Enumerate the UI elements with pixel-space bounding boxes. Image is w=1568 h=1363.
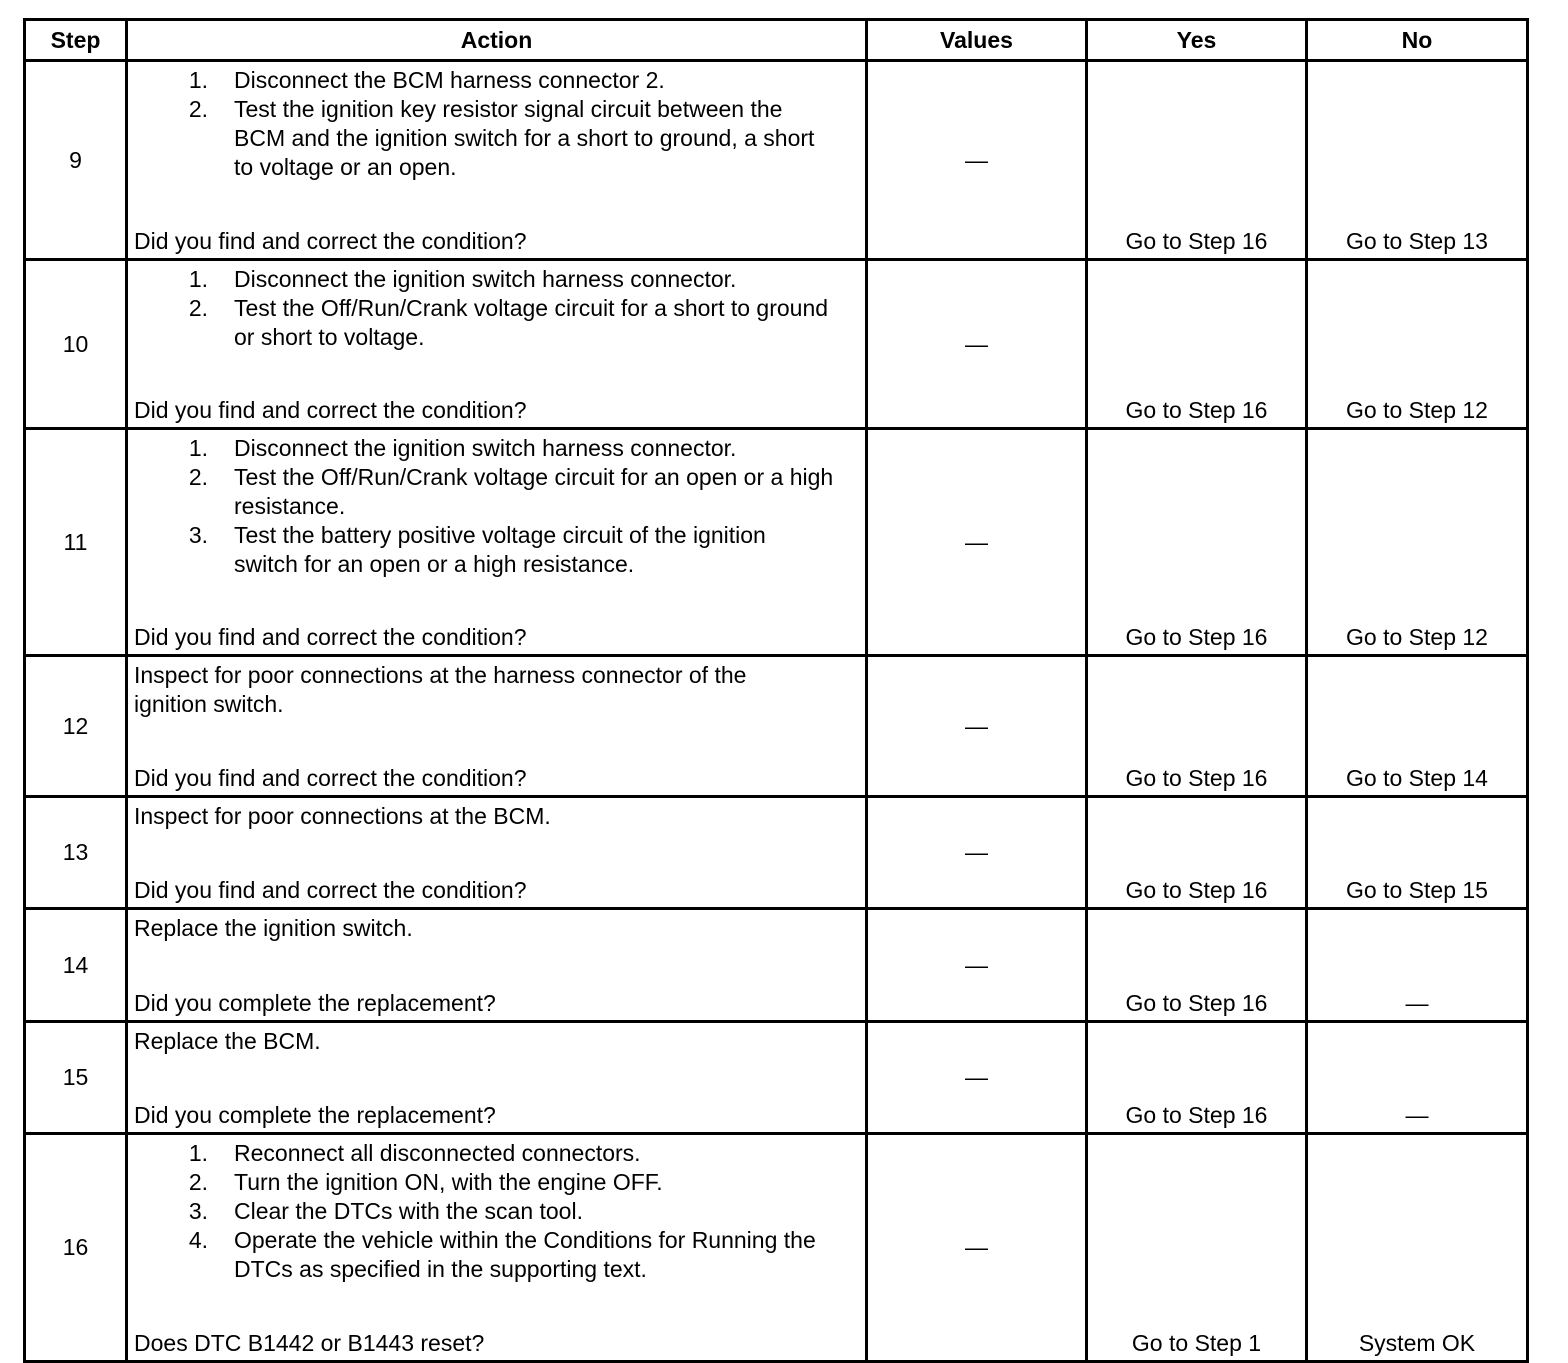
yes-cell: Go to Step 16 xyxy=(1087,1022,1307,1134)
values-cell: — xyxy=(867,1134,1087,1362)
header-yes: Yes xyxy=(1087,20,1307,61)
list-item-text: Operate the vehicle within the Conditions for Running the DTCs as specified in the supporting text. xyxy=(234,1227,816,1282)
step-number: 10 xyxy=(25,260,127,429)
diagnostic-table xyxy=(23,18,1529,1363)
list-item xyxy=(134,1139,859,1168)
list-item-number: 1. xyxy=(188,435,208,461)
action-content xyxy=(128,430,865,654)
table-row xyxy=(25,1022,1528,1134)
action-content xyxy=(128,798,865,907)
list-item xyxy=(134,521,859,579)
table-row xyxy=(25,1134,1528,1362)
table-row xyxy=(25,260,1528,429)
action-intro: Inspect for poor connections at the BCM. xyxy=(134,803,551,829)
list-item-number: 1. xyxy=(188,266,208,292)
list-item-number: 2. xyxy=(188,1169,208,1195)
list-item-text: Test the ignition key resistor signal circuit between the BCM and the ignition switch for a short to ground, a short to voltage or an open. xyxy=(234,96,815,180)
instruction-list xyxy=(134,1139,859,1284)
action-question: Did you find and correct the condition? xyxy=(134,397,527,423)
list-item xyxy=(134,294,859,352)
list-item-text: Disconnect the ignition switch harness connector. xyxy=(234,435,737,461)
table-body xyxy=(25,61,1528,1362)
header-step: Step xyxy=(25,20,127,61)
list-item-number: 3. xyxy=(188,1198,208,1224)
action-instructions xyxy=(134,66,859,182)
action-intro: Replace the ignition switch. xyxy=(134,915,413,941)
step-number: 12 xyxy=(25,656,127,797)
action-cell xyxy=(127,797,867,909)
yes-cell: Go to Step 16 xyxy=(1087,260,1307,429)
step-number: 16 xyxy=(25,1134,127,1362)
values-cell: — xyxy=(867,656,1087,797)
action-intro: Replace the BCM. xyxy=(134,1028,321,1054)
values-cell: — xyxy=(867,1022,1087,1134)
instruction-list xyxy=(134,265,859,352)
action-content xyxy=(128,261,865,427)
list-item-text: Turn the ignition ON, with the engine OFF. xyxy=(234,1169,663,1195)
table-row xyxy=(25,656,1528,797)
list-item-text: Reconnect all disconnected connectors. xyxy=(234,1140,641,1166)
no-cell: Go to Step 15 xyxy=(1307,797,1528,909)
no-cell: Go to Step 14 xyxy=(1307,656,1528,797)
no-cell: — xyxy=(1307,909,1528,1022)
action-question: Does DTC B1442 or B1443 reset? xyxy=(134,1330,485,1356)
action-cell xyxy=(127,260,867,429)
list-item-number: 1. xyxy=(188,67,208,93)
step-number: 9 xyxy=(25,61,127,260)
list-item xyxy=(134,66,859,95)
list-item xyxy=(134,1197,859,1226)
action-content xyxy=(128,1135,865,1360)
list-item-text: Test the Off/Run/Crank voltage circuit for an open or a high resistance. xyxy=(234,464,834,519)
yes-cell: Go to Step 16 xyxy=(1087,61,1307,260)
action-question: Did you find and correct the condition? xyxy=(134,624,527,650)
action-content xyxy=(128,1023,865,1132)
action-instructions xyxy=(134,914,859,943)
list-item xyxy=(134,434,859,463)
action-intro: Inspect for poor connections at the harness connector of the ignition switch. xyxy=(134,662,747,717)
table-row xyxy=(25,909,1528,1022)
list-item-number: 1. xyxy=(188,1140,208,1166)
list-item-number: 2. xyxy=(188,96,208,122)
yes-cell: Go to Step 1 xyxy=(1087,1134,1307,1362)
no-cell: Go to Step 12 xyxy=(1307,429,1528,656)
list-item-text: Disconnect the BCM harness connector 2. xyxy=(234,67,665,93)
list-item xyxy=(134,1226,859,1284)
action-question: Did you find and correct the condition? xyxy=(134,228,527,254)
no-cell: Go to Step 13 xyxy=(1307,61,1528,260)
action-question: Did you complete the replacement? xyxy=(134,1102,496,1128)
no-cell: — xyxy=(1307,1022,1528,1134)
no-cell: Go to Step 12 xyxy=(1307,260,1528,429)
list-item-text: Clear the DTCs with the scan tool. xyxy=(234,1198,583,1224)
action-question: Did you complete the replacement? xyxy=(134,990,496,1016)
values-cell: — xyxy=(867,61,1087,260)
values-cell: — xyxy=(867,909,1087,1022)
header-row xyxy=(25,20,1528,61)
instruction-list xyxy=(134,66,859,182)
list-item-number: 2. xyxy=(188,464,208,490)
action-cell xyxy=(127,656,867,797)
values-cell: — xyxy=(867,260,1087,429)
action-cell xyxy=(127,61,867,260)
step-number: 11 xyxy=(25,429,127,656)
list-item-text: Test the battery positive voltage circuit of the ignition switch for an open or a high resistance. xyxy=(234,522,766,577)
step-number: 14 xyxy=(25,909,127,1022)
yes-cell: Go to Step 16 xyxy=(1087,797,1307,909)
action-content xyxy=(128,62,865,258)
step-number: 15 xyxy=(25,1022,127,1134)
table-row xyxy=(25,797,1528,909)
yes-cell: Go to Step 16 xyxy=(1087,909,1307,1022)
action-cell xyxy=(127,429,867,656)
action-instructions xyxy=(134,265,859,352)
action-cell xyxy=(127,909,867,1022)
list-item xyxy=(134,265,859,294)
action-instructions xyxy=(134,1139,859,1284)
no-cell: System OK xyxy=(1307,1134,1528,1362)
action-cell xyxy=(127,1022,867,1134)
action-content xyxy=(128,910,865,1020)
instruction-list xyxy=(134,434,859,579)
header-action: Action xyxy=(127,20,867,61)
list-item-number: 2. xyxy=(188,295,208,321)
values-cell: — xyxy=(867,429,1087,656)
action-instructions xyxy=(134,434,859,579)
action-cell xyxy=(127,1134,867,1362)
table-row xyxy=(25,429,1528,656)
yes-cell: Go to Step 16 xyxy=(1087,656,1307,797)
values-cell: — xyxy=(867,797,1087,909)
list-item-number: 3. xyxy=(188,522,208,548)
yes-cell: Go to Step 16 xyxy=(1087,429,1307,656)
header-values: Values xyxy=(867,20,1087,61)
list-item xyxy=(134,1168,859,1197)
action-instructions xyxy=(134,802,859,831)
list-item xyxy=(134,95,859,182)
action-question: Did you find and correct the condition? xyxy=(134,765,527,791)
list-item xyxy=(134,463,859,521)
action-question: Did you find and correct the condition? xyxy=(134,877,527,903)
action-instructions xyxy=(134,661,859,719)
list-item-text: Disconnect the ignition switch harness connector. xyxy=(234,266,737,292)
table-row xyxy=(25,61,1528,260)
action-instructions xyxy=(134,1027,859,1056)
step-number: 13 xyxy=(25,797,127,909)
list-item-text: Test the Off/Run/Crank voltage circuit for a short to ground or short to voltage. xyxy=(234,295,829,350)
list-item-number: 4. xyxy=(188,1227,208,1253)
action-content xyxy=(128,657,865,795)
header-no: No xyxy=(1307,20,1528,61)
